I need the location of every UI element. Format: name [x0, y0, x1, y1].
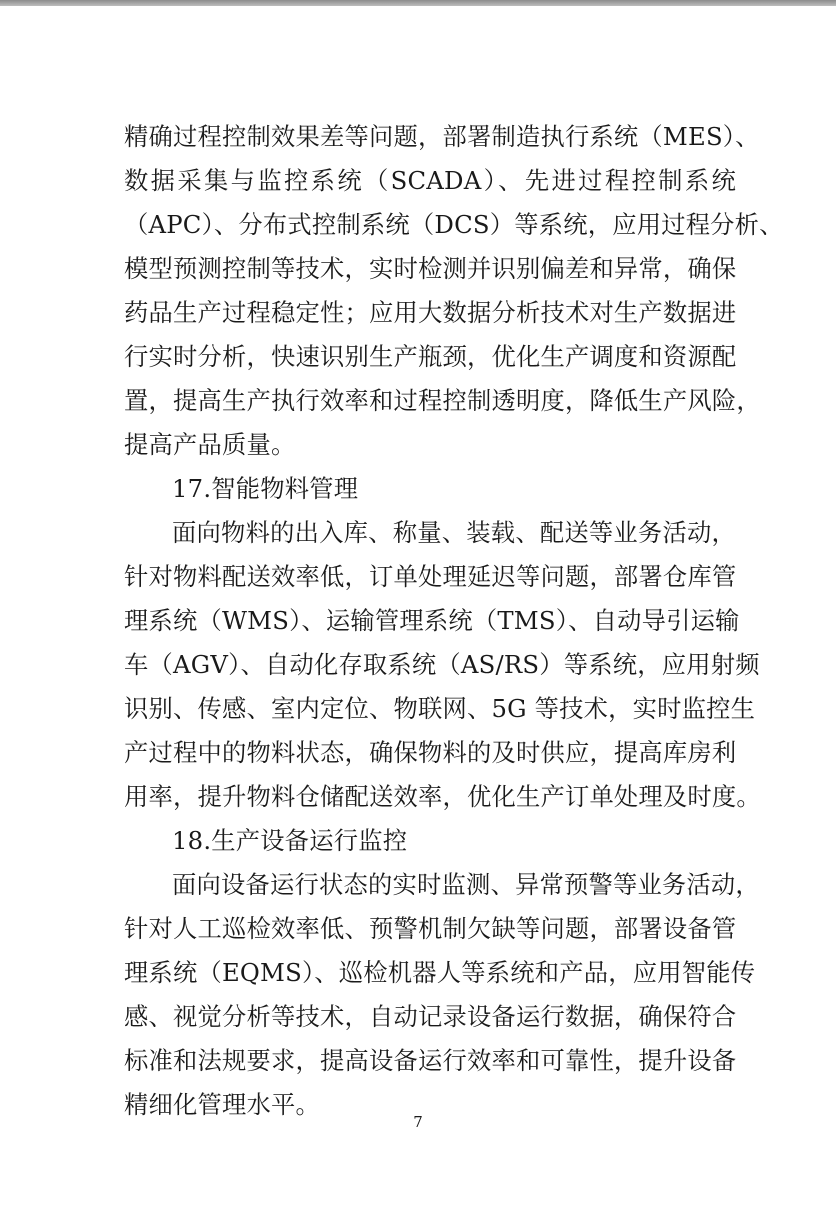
text-line: 面向设备运行状态的实时监测、异常预警等业务活动，	[172, 870, 760, 899]
text-line: 数据采集与监控系统（SCADA）、先进过程控制系统	[124, 166, 736, 195]
text-line: 理系统（EQMS）、巡检机器人等系统和产品，应用智能传	[124, 958, 756, 987]
text-line: 理系统（WMS）、运输管理系统（TMS）、自动导引运输	[124, 606, 740, 635]
text-line: 针对人工巡检效率低、预警机制欠缺等问题，部署设备管	[124, 914, 737, 943]
text-line: 精确过程控制效果差等问题，部署制造执行系统（MES）、	[124, 122, 760, 151]
text-line: 车（AGV）、自动化存取系统（AS/RS）等系统，应用射频	[124, 650, 760, 679]
text-line: 面向物料的出入库、称量、装载、配送等业务活动，	[172, 518, 736, 547]
text-line: 精细化管理水平。	[124, 1090, 320, 1119]
text-line: 针对物料配送效率低，订单处理延迟等问题，部署仓库管	[124, 562, 737, 591]
text-line: 药品生产过程稳定性；应用大数据分析技术对生产数据进	[124, 298, 737, 327]
text-line: 行实时分析，快速识别生产瓶颈，优化生产调度和资源配	[124, 342, 737, 371]
page-number: 7	[413, 1113, 423, 1131]
text-line: 感、视觉分析等技术，自动记录设备运行数据，确保符合	[124, 1002, 737, 1031]
section-heading-18: 18.生产设备运行监控	[172, 826, 408, 855]
text-line: 识别、传感、室内定位、物联网、5G 等技术，实时监控生	[124, 694, 756, 723]
text-line: （APC）、分布式控制系统（DCS）等系统，应用过程分析、	[124, 210, 784, 239]
text-line: 标准和法规要求，提高设备运行效率和可靠性，提升设备	[124, 1046, 737, 1075]
text-line: 用率，提升物料仓储配送效率，优化生产订单处理及时度。	[124, 782, 761, 811]
text-line: 产过程中的物料状态，确保物料的及时供应，提高库房利	[124, 738, 737, 767]
text-line: 模型预测控制等技术，实时检测并识别偏差和异常，确保	[124, 254, 737, 283]
text-line: 提高产品质量。	[124, 430, 296, 459]
section-heading-17: 17.智能物料管理	[172, 474, 359, 503]
text-line: 置，提高生产执行效率和过程控制透明度，降低生产风险，	[124, 386, 761, 415]
